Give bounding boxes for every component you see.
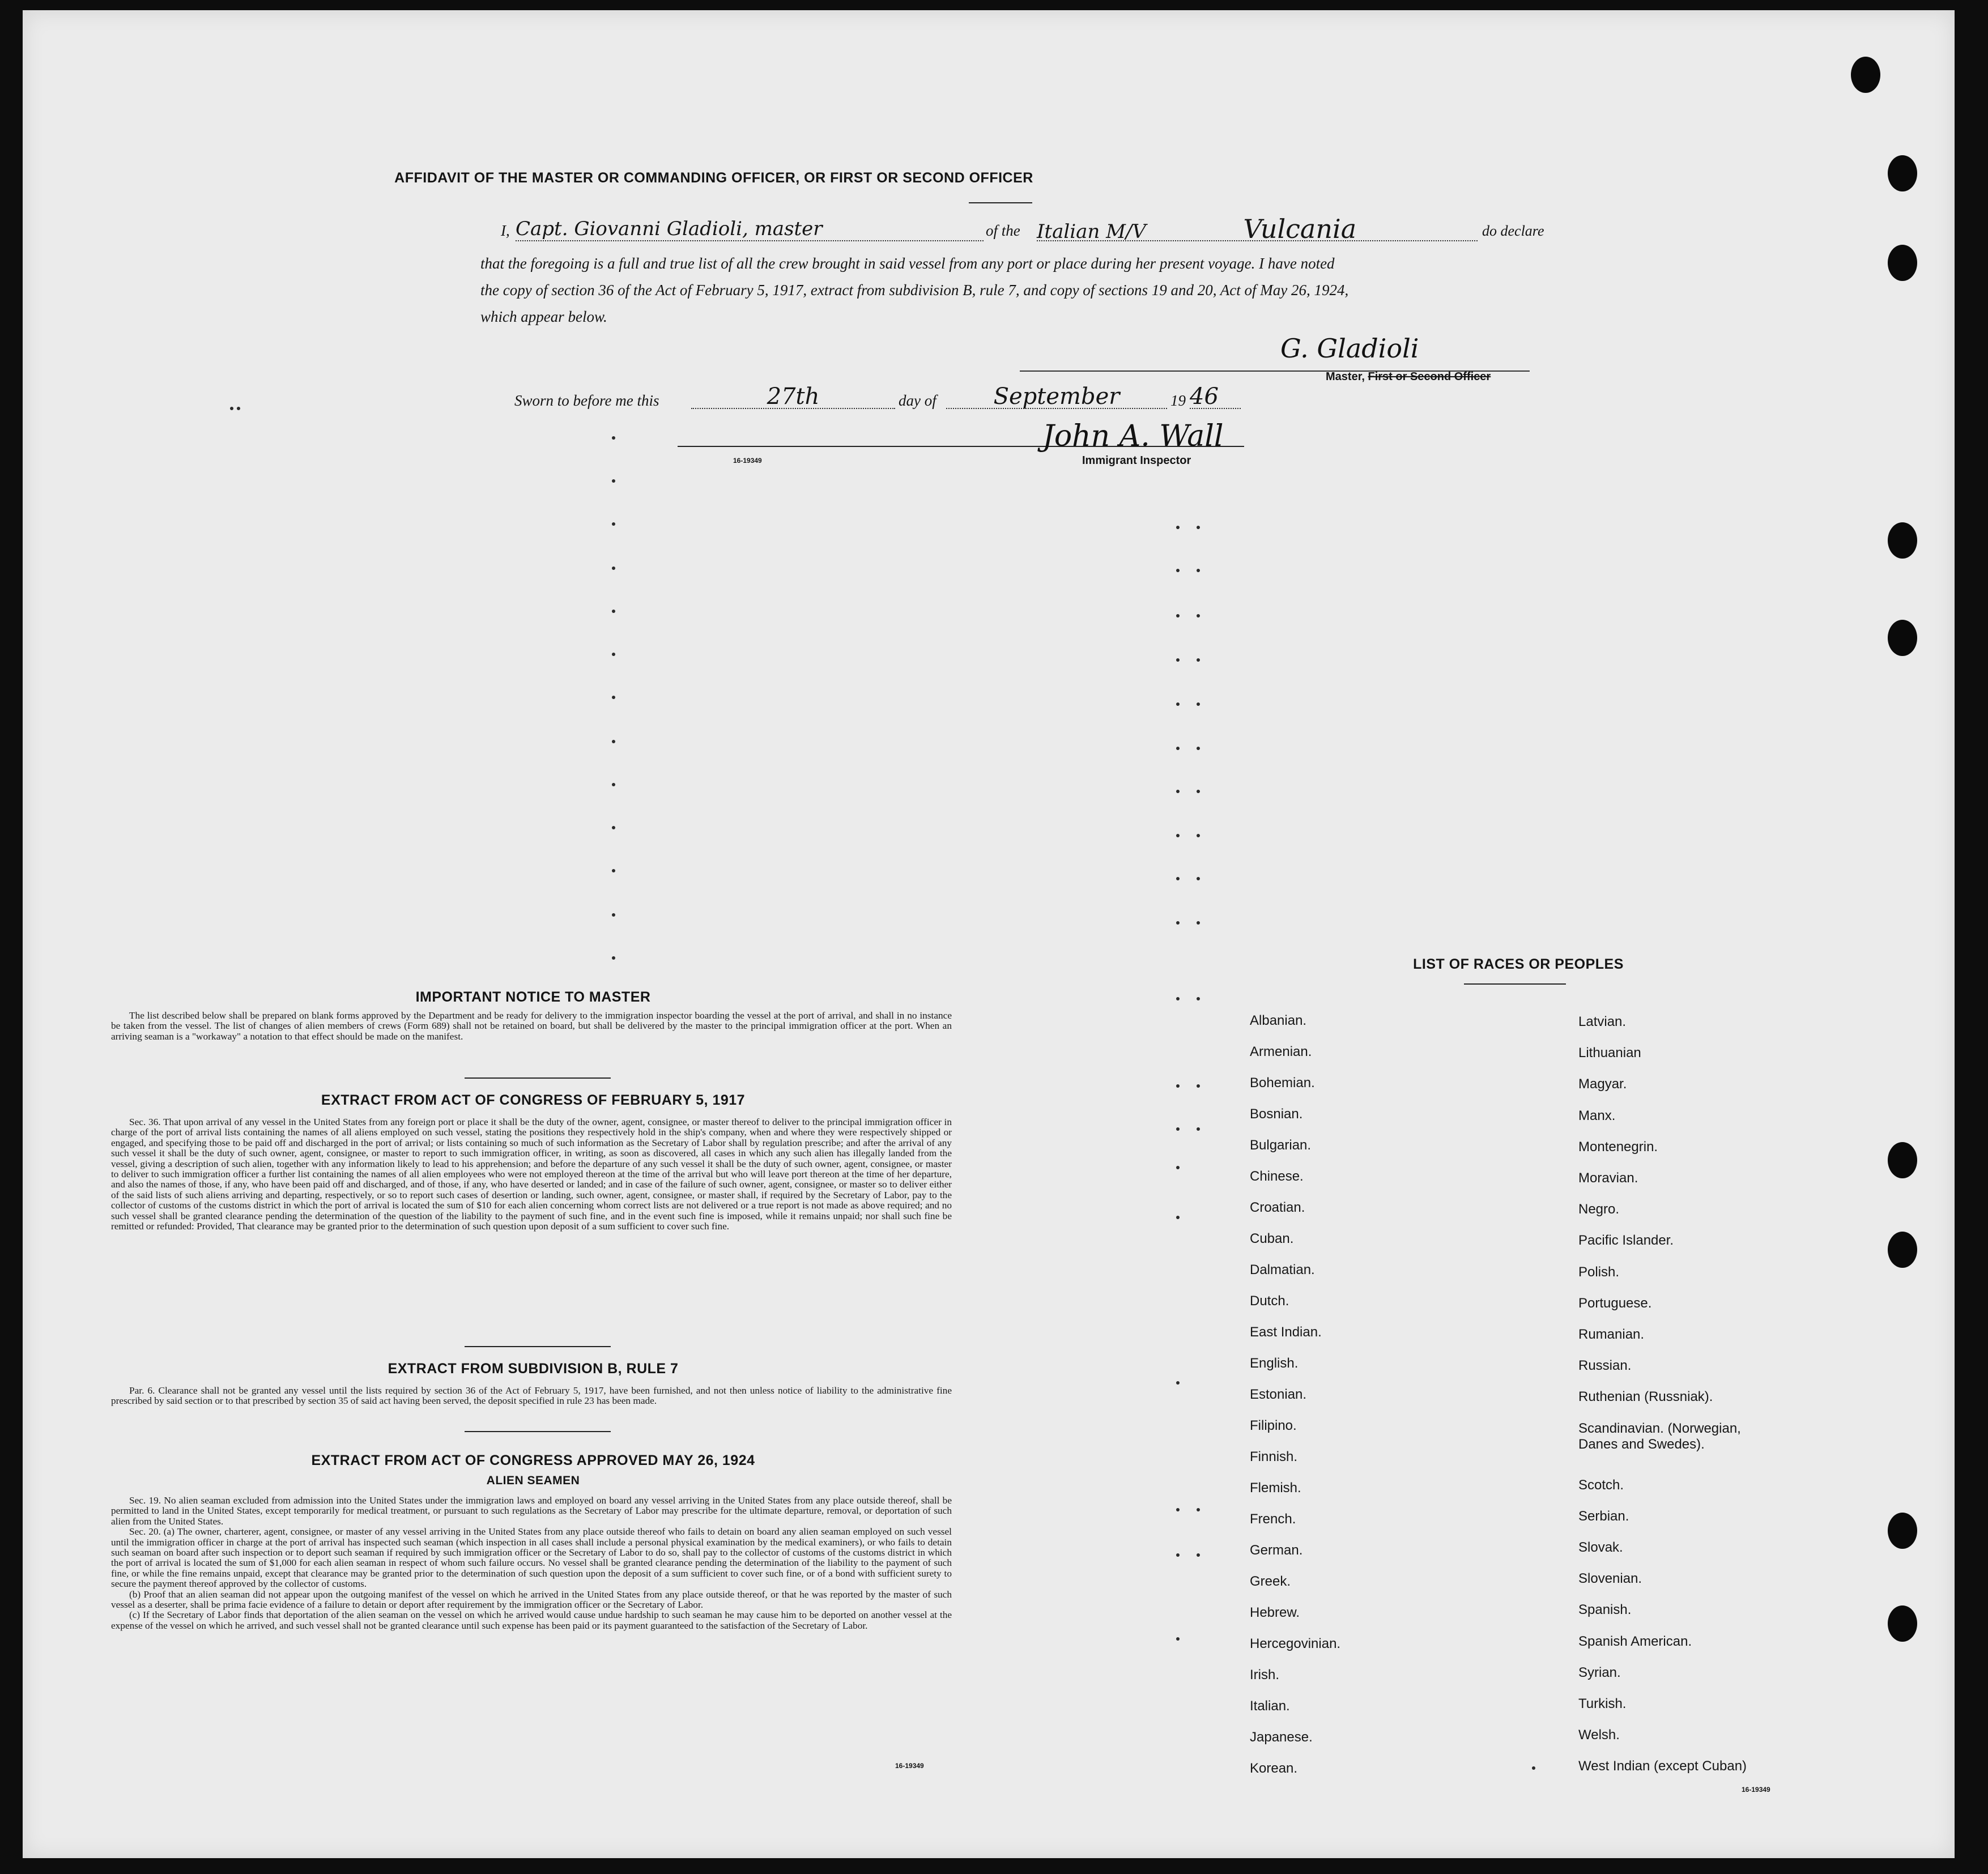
race-item: Slovenian.	[1578, 1571, 1642, 1587]
section-divider	[465, 1346, 611, 1347]
race-item: Chinese.	[1250, 1169, 1304, 1184]
extract-rule7-text: Par. 6. Clearance shall not be granted any vessel until the lists required by section 36 of the Act of February 5, 1917, have been furnished, and not then unless notice of liability to the administrative fine prescribed by said section or to that prescribed by section 35 of said act having been served, the deposit specified in rule 23 has been made.	[111, 1385, 952, 1407]
races-divider	[1464, 983, 1566, 985]
race-item: Bohemian.	[1250, 1075, 1315, 1091]
race-item: Flemish.	[1250, 1480, 1301, 1496]
race-item: Korean.	[1250, 1761, 1298, 1776]
extract-1917-text: Sec. 36. That upon arrival of any vessel in the United States from any foreign port or place it shall be the duty of the owner, agent, consignee, or master thereof to deliver to the principal immigration officer in charge of the port of arrival lists containing the names of all aliens employed on such vessel, stating the positions they respectively hold in the ship's company, when and where they were respectively shipped or engaged, and specifying those to be paid off and discharged in the port of arrival; or lists containing so much of such information as the Secretary of Labor shall by regulation prescribe; and after the arrival of any such vessel it shall be the duty of such owner, agent, consignee, or master to report to such immigration officer, in writing, as soon as discovered, all cases in which any such alien has illegally landed from the vessel, giving a description of such alien, together with any information likely to lead to his apprehension; and before the departure of any such vessel it shall be the duty of such owner, agent, consignee, or master to deliver to such immigration officer a further list containing the names of all alien employees who were not employed thereon at the time of the arrival but who will leave port thereon at the time of her departure, and also the names of those, if any, who have been paid off and discharged, and of those, if any, who have deserted or landed; and in case of the failure of such owner, agent, consignee, or master so to deliver either of the said lists of such aliens arriving and departing, respectively, or so to report such cases of desertion or landing, such owner, agent, consignee, or master shall, if required by the Secretary of Labor, pay to the collector of customs of the customs district in which the port of arrival is located the sum of $10 for each alien concerning whom correct lists are not delivered or a true report is not made as above required; and no such vessel shall be granted clearance pending the determination of the question of the liability to the payment of such fine, and in the event such fine is imposed, while it remains unpaid; nor shall such fine be remitted or refunded: Provided, That clearance may be granted prior to the determination of such question upon deposit of a sum sufficient to cover such fine.	[111, 1117, 952, 1232]
race-item: Dutch.	[1250, 1293, 1289, 1309]
race-item: Slovak.	[1578, 1540, 1623, 1555]
race-item: Magyar.	[1578, 1076, 1627, 1092]
race-item: Hebrew.	[1250, 1605, 1300, 1620]
sworn-year-field: 46	[1190, 385, 1241, 409]
race-item: Croatian.	[1250, 1200, 1305, 1215]
race-item: Welsh.	[1578, 1727, 1620, 1743]
races-title: LIST OF RACES OR PEOPLES	[1413, 956, 1624, 972]
extract-1924-subtitle: ALIEN SEAMEN	[486, 1474, 580, 1487]
race-item: Japanese.	[1250, 1730, 1313, 1745]
sec-20b-paragraph: (b) Proof that an alien seaman did not appear upon the outgoing manifest of the vessel on which he arrived in the United States from any place outside thereof, or that he was reported by the master of such vessel as a deserter, shall be prima facie evidence of a failure to detain or deport after requirement by the immigration officer or the Secretary of Labor.	[111, 1588, 952, 1611]
race-item: Pacific Islander.	[1578, 1233, 1674, 1249]
master-caption	[1326, 370, 1491, 384]
punch-hole	[1888, 1605, 1917, 1642]
race-item: East Indian.	[1250, 1324, 1322, 1340]
race-item: Filipino.	[1250, 1418, 1297, 1433]
race-item: Bosnian.	[1250, 1106, 1303, 1122]
race-item: Lithuanian	[1578, 1045, 1641, 1061]
declaration-prefix: I,	[501, 222, 510, 239]
race-item: Turkish.	[1578, 1696, 1627, 1711]
declaration-line-2: the copy of section 36 of the Act of February 5, 1917, extract from subdivision B, rule 7, and copy of sections 19 and 20, Act of May 26, 1924,	[480, 282, 1349, 299]
race-item: Latvian.	[1578, 1014, 1627, 1029]
race-item: Manx.	[1578, 1108, 1616, 1123]
extract-form-number: 16-19349	[895, 1762, 924, 1770]
sworn-day-field: 27th	[691, 385, 895, 409]
section-divider	[465, 1431, 611, 1432]
year-prefix: 19	[1170, 392, 1186, 409]
race-item: Irish.	[1250, 1667, 1280, 1683]
sec-20a-paragraph: Sec. 20. (a) The owner, charterer, agent, consignee, or master of any vessel arriving in the United States from any place outside thereof who fails to detain on board any alien seaman employed on such vessel until the immigration officer in charge at the port of arrival has inspected such seaman (which inspection in all cases shall include a personal physical examination by the medical examiners), or who fails to detain such seaman on board after such inspection or to deport such seaman if required by such immigration officer or the Secretary of Labor to do so, shall pay to the collector of customs of the customs district in which the port of arrival is located the sum of $1,000 for each alien seaman in respect of whom such failure occurs. No vessel shall be granted clearance pending the determination of the liability to the payment of such fine, or while the fine remains unpaid, except that clearance may be granted prior to the determination of such question upon the deposit of a sum sufficient to cover such fine, or of a bond with sufficient surety to secure the payment thereof approved by the collector of customs.	[111, 1526, 952, 1590]
sworn-prefix: Sworn to before me this	[514, 392, 659, 409]
race-item: German.	[1250, 1543, 1303, 1558]
vessel-type: Italian M/V	[1037, 220, 1146, 243]
race-item: Armenian.	[1250, 1044, 1312, 1059]
race-item: Scandinavian. (Norwegian, Danes and Swedes).	[1578, 1420, 1741, 1452]
race-item: Serbian.	[1578, 1508, 1629, 1524]
title-divider	[969, 202, 1032, 203]
punch-hole	[1888, 1142, 1917, 1178]
race-item: Estonian.	[1250, 1387, 1307, 1402]
race-item: Portuguese.	[1578, 1295, 1652, 1311]
race-item: Spanish.	[1578, 1602, 1632, 1618]
race-item: Rumanian.	[1578, 1327, 1645, 1342]
race-item: Bulgarian.	[1250, 1138, 1312, 1153]
sec-19-paragraph: Sec. 19. No alien seaman excluded from admission into the United States under the immigration laws and employed on board any vessel arriving in the United States from any place outside thereof, shall be permitted to land in the United States, except temporarily for medical treatment, or pursuant to such regulations as the Secretary of Labor may prescribe for the ultimate departure, removal, or deportation of such alien from the United States.	[111, 1495, 952, 1527]
sworn-month-field: September	[946, 385, 1167, 409]
race-item: Spanish American.	[1578, 1633, 1692, 1649]
race-item: Montenegrin.	[1578, 1139, 1658, 1155]
race-item: Italian.	[1250, 1698, 1290, 1714]
race-item: Scotch.	[1578, 1477, 1624, 1493]
punch-hole	[1851, 57, 1880, 93]
affidavit-title: AFFIDAVIT OF THE MASTER OR COMMANDING OFFICER, OR FIRST OR SECOND OFFICER	[394, 170, 1033, 186]
master-caption-struck: First or Second Officer	[1368, 370, 1491, 383]
document-page	[23, 10, 1955, 1858]
race-item: Albanian.	[1250, 1013, 1307, 1028]
extract-1924-text	[111, 1496, 952, 1631]
race-item: West Indian (except Cuban)	[1578, 1758, 1747, 1774]
race-item: Negro.	[1578, 1202, 1620, 1217]
extract-rule7-title: EXTRACT FROM SUBDIVISION B, RULE 7	[388, 1361, 679, 1377]
punch-hole	[1888, 1513, 1917, 1549]
race-item: Finnish.	[1250, 1449, 1298, 1464]
race-item: Hercegovinian.	[1250, 1636, 1341, 1651]
notice-title: IMPORTANT NOTICE TO MASTER	[415, 989, 651, 1005]
races-form-number: 16-19349	[1742, 1786, 1770, 1794]
punch-hole	[1888, 522, 1917, 559]
race-item: Russian.	[1578, 1358, 1632, 1374]
master-caption-prefix: Master,	[1326, 370, 1365, 383]
extract-1924-title: EXTRACT FROM ACT OF CONGRESS APPROVED MAY 26, 1924	[311, 1453, 755, 1468]
race-item: Syrian.	[1578, 1664, 1621, 1680]
declaration-line-3: which appear below.	[480, 308, 607, 325]
race-item: Dalmatian.	[1250, 1262, 1315, 1277]
sec-20c-paragraph: (c) If the Secretary of Labor finds that deportation of the alien seaman on the vessel on which he arrived would cause undue hardship to such seaman he may cause him to be deported on another vessel at the expense of the vessel on which he arrived, and such vessel shall not be granted clearance until such expense has been paid or its payment guaranteed to the satisfaction of the Secretary of Labor.	[111, 1609, 952, 1631]
inspector-caption: Immigrant Inspector	[1082, 454, 1191, 467]
vessel-name: Vulcania	[1243, 214, 1357, 244]
master-signature: G. Gladioli	[1280, 333, 1419, 364]
race-item: Moravian.	[1578, 1170, 1638, 1186]
notice-text: The list described below shall be prepared on blank forms approved by the Department and be ready for delivery to the immigration inspector boarding the vessel at the port of arrival, and shall in no instance be taken from the vessel. The list of changes of alien members of crews (Form 689) shall not be retained on board, but shall be delivered by the master to the principal immigration officer at the port. When an arriving seaman is a "workaway" a notation to that effect should be made on the manifest.	[111, 1010, 952, 1042]
race-item: Cuban.	[1250, 1231, 1294, 1246]
inspector-signature: John A. Wall	[1042, 419, 1224, 453]
vessel-field	[1037, 214, 1478, 244]
section-divider	[465, 1077, 611, 1079]
do-declare-label: do declare	[1482, 223, 1544, 239]
punch-hole	[1888, 245, 1917, 281]
race-item: Ruthenian (Russniak).	[1578, 1389, 1713, 1405]
declaration-line-1: that the foregoing is a full and true list of all the crew brought in said vessel from any port or place during her present voyage. I have noted	[480, 255, 1335, 272]
extract-1917-title: EXTRACT FROM ACT OF CONGRESS OF FEBRUARY 5, 1917	[321, 1092, 746, 1108]
master-name-field: Capt. Giovanni Gladioli, master	[516, 218, 984, 241]
day-of-label: day of	[899, 392, 936, 409]
punch-hole	[1888, 620, 1917, 656]
race-item: French.	[1250, 1511, 1296, 1527]
punch-hole	[1888, 155, 1917, 191]
race-item: Polish.	[1578, 1264, 1620, 1280]
race-item: Greek.	[1250, 1574, 1291, 1589]
master-signature-line	[1020, 348, 1530, 372]
affidavit-form-number: 16-19349	[733, 457, 762, 465]
race-item: English.	[1250, 1356, 1299, 1371]
of-the-label: of the	[986, 222, 1020, 239]
punch-hole	[1888, 1232, 1917, 1268]
